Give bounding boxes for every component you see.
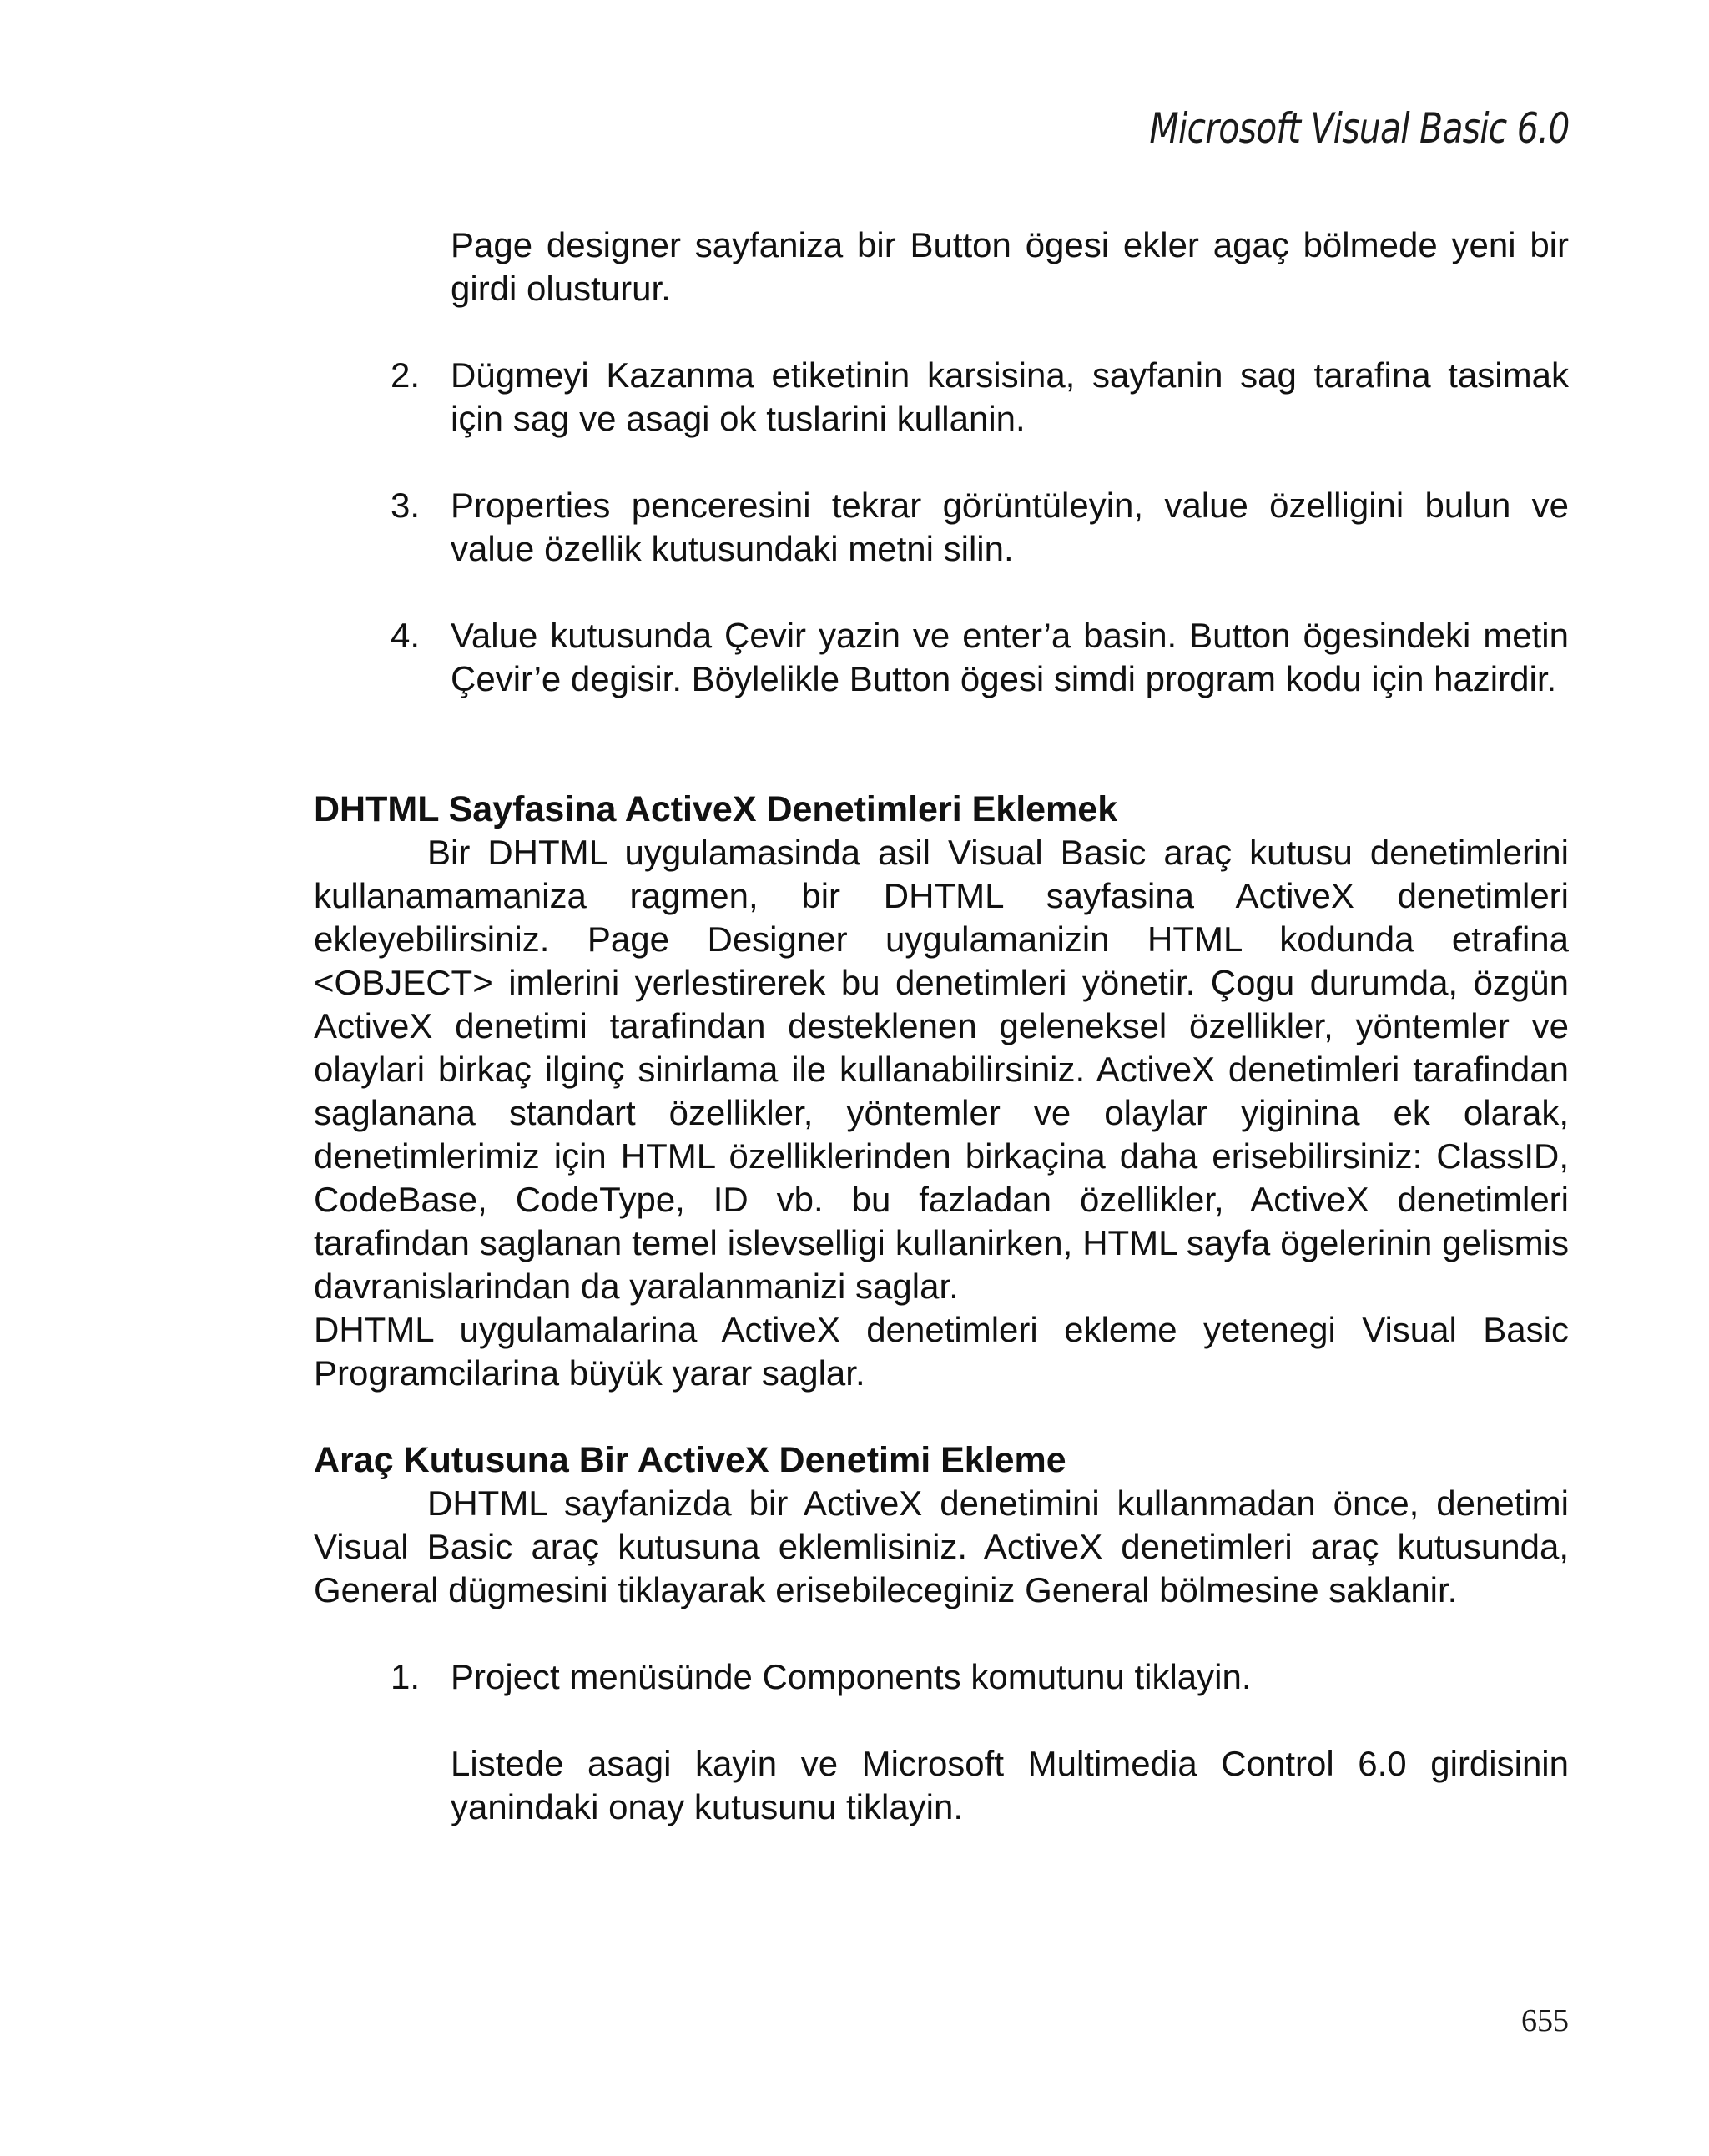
- step-text: Properties penceresini tekrar görüntüleyin, value özelligini bulun ve value özellik kutusundaki metni silin.: [451, 486, 1569, 568]
- step-text: Project menüsünde Components komutunu tiklayin.: [451, 1657, 1252, 1696]
- section1-paragraph-2: DHTML uygulamalarina ActiveX denetimleri ekleme yetenegi Visual Basic Programcilarina büyük yarar saglar.: [314, 1310, 1569, 1393]
- numbered-step-3: [391, 484, 1569, 571]
- step-text: Dügmeyi Kazanma etiketinin karsisina, sayfanin sag tarafina tasimak için sag ve asagi ok tuslarini kullanin.: [451, 355, 1569, 438]
- step-number: 1.: [391, 1657, 421, 1696]
- running-header-title: Microsoft Visual Basic 6.0: [1148, 104, 1569, 153]
- section-heading-activex-dhtml: DHTML Sayfasina ActiveX Denetimleri Eklemek: [314, 789, 1118, 829]
- numbered-step-4: [391, 614, 1569, 701]
- section2-paragraph-1: DHTML sayfanizda bir ActiveX denetimini kullanmadan önce, denetimi Visual Basic araç kutusuna eklemlisiniz. ActiveX denetimleri araç kutusunda, General dügmesini tiklayarak erisebileceginiz General bölmesine saklanir.: [314, 1484, 1569, 1609]
- numbered-step-2: [391, 354, 1569, 441]
- step-number: 4.: [391, 616, 421, 655]
- page-content: [314, 224, 1569, 1829]
- numbered-step-1: [391, 1655, 1569, 1699]
- step-continuation-paragraph: Page designer sayfaniza bir Button ögesi ekler agaç bölmede yeni bir girdi olusturur.: [451, 225, 1569, 308]
- step-text: Value kutusunda Çevir yazin ve enter’a basin. Button ögesindeki metin Çevir’e degisir. Böylelikle Button ögesi simdi program kodu için hazirdir.: [451, 616, 1569, 698]
- page-number: 655: [1521, 2003, 1569, 2038]
- section1-paragraph-1: Bir DHTML uygulamasinda asil Visual Basic araç kutusu denetimlerini kullanamamaniza ragmen, bir DHTML sayfasina ActiveX denetimleri ekleyebilirsiniz. Page Designer uygulamanizin HTML kodunda etrafina <OBJECT> imlerini yerlestirerek bu denetimleri yönetir. Çogu durumda, özgün ActiveX denetimi tarafindan desteklenen geleneksel özellikler, yöntemler ve olaylari birkaç ilginç sinirlama ile kullanabilirsiniz. ActiveX denetimleri tarafindan saglanana standart özellikler, yöntemler ve olaylar yiginina ek olarak, denetimlerimiz için HTML özelliklerinden birkaçina daha erisebilirsiniz: ClassID, CodeBase, CodeType, ID vb. bu fazladan özellikler, ActiveX denetimleri tarafindan saglanan temel islevselligi kullanirken, HTML sayfa ögelerinin gelismis davranislarindan da yaralanmanizi saglar.: [314, 833, 1569, 1306]
- section-heading-toolbox-activex: Araç Kutusuna Bir ActiveX Denetimi Ekleme: [314, 1440, 1066, 1480]
- step-number: 3.: [391, 486, 421, 525]
- step-followup-paragraph: Listede asagi kayin ve Microsoft Multimedia Control 6.0 girdisinin yanindaki onay kutusunu tiklayin.: [451, 1744, 1569, 1826]
- step-number: 2.: [391, 355, 421, 395]
